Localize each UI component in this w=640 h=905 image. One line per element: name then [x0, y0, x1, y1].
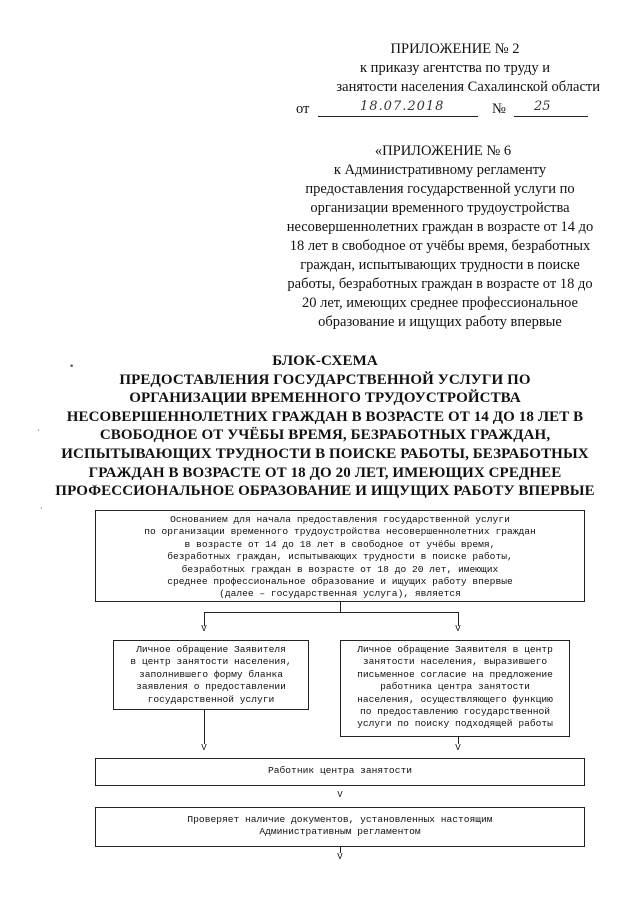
- flow-box-left-line: государственной услуги: [147, 693, 275, 705]
- flow-box-check-line: Административным регламентом: [259, 826, 421, 838]
- flow-box-basis-line: безработных граждан в возрасте от 18 до 20 лет, имеющих: [181, 563, 499, 575]
- order-number-label: №: [492, 101, 506, 117]
- flow-box-right-line: по предоставлению государственной: [360, 706, 550, 718]
- appendix-6-line: 20 лет, имеющих среднее профессиональное: [302, 295, 578, 311]
- appendix-6-title: «ПРИЛОЖЕНИЕ № 6: [374, 143, 512, 159]
- scan-speck: •: [69, 362, 75, 372]
- appendix-6-line: несовершеннолетних граждан в возрасте от 14 до: [286, 219, 594, 235]
- order-number-underline: [514, 101, 588, 117]
- title-line: ПРОФЕССИОНАЛЬНОЕ ОБРАЗОВАНИЕ И ИЩУЩИХ РАБОТУ ВПЕРВЫЕ: [55, 483, 595, 500]
- flow-box-check: [95, 807, 585, 847]
- title-line: БЛОК-СХЕМА: [272, 353, 378, 369]
- title-line: СВОБОДНОЕ ОТ УЧЁБЫ ВРЕМЯ, БЕЗРАБОТНЫХ ГРАЖДАН,: [99, 427, 551, 444]
- flow-box-right-line: работника центра занятости: [380, 681, 530, 693]
- flow-box-left-line: заполнившего форму бланка: [139, 668, 283, 680]
- title-line: ИСПЫТЫВАЮЩИХ ТРУДНОСТИ В ПОИСКЕ РАБОТЫ, БЕЗРАБОТНЫХ: [61, 445, 589, 462]
- flow-arrow: V: [337, 790, 343, 800]
- block-scheme-title: [30, 352, 620, 501]
- scan-speck: ·: [40, 504, 43, 514]
- flow-box-basis-line: по организации временного трудоустройства несовершеннолетних граждан: [144, 526, 536, 538]
- flow-arrow: V: [201, 624, 207, 634]
- order-date-value: 18.07.2018: [360, 99, 445, 114]
- title-line: ГРАЖДАН В ВОЗРАСТЕ ОТ 18 ДО 20 ЛЕТ, ИМЕЮЩИХ СРЕДНЕЕ: [88, 464, 562, 481]
- flow-box-basis-line: безработных граждан, испытывающих трудности в поиске работы,: [167, 551, 513, 563]
- appendix-6-line: образование и ищущих работу впервые: [318, 314, 562, 330]
- flow-arrow: V: [337, 852, 343, 862]
- title-line: ОРГАНИЗАЦИИ ВРЕМЕННОГО ТРУДОУСТРОЙСТВА: [129, 390, 521, 407]
- flow-box-left-line: Личное обращение Заявителя: [136, 644, 286, 655]
- appendix-6-block: [270, 142, 610, 332]
- title-line: ПРЕДОСТАВЛЕНИЯ ГОСУДАРСТВЕННОЙ УСЛУГИ ПО: [119, 371, 531, 388]
- appendix-2-line-2: занятости населения Сахалинской области: [336, 79, 600, 95]
- appendix-2-block: [300, 40, 600, 97]
- scan-speck: ·: [37, 426, 40, 436]
- appendix-6-line: организации временного трудоустройства: [310, 200, 570, 216]
- flow-arrow: V: [455, 743, 461, 753]
- flow-box-left-line: заявления о предоставлении: [136, 681, 286, 693]
- flow-box-left: [113, 640, 309, 710]
- order-from-label: от: [296, 101, 310, 117]
- appendix-2-title: ПРИЛОЖЕНИЕ № 2: [390, 41, 520, 57]
- flow-box-basis: [95, 510, 585, 602]
- flow-connector: [340, 602, 341, 612]
- flow-connector: [204, 710, 205, 744]
- flow-box-basis-line: среднее профессиональное образование и ищущих работу впервые: [167, 576, 513, 588]
- flow-box-basis-line: в возрасте от 14 до 18 лет в свободное от учёбы время,: [184, 538, 496, 550]
- flow-box-right-line: населения, осуществляющего функцию: [357, 693, 553, 705]
- appendix-6-line: 18 лет в свободное от учёбы время, безработных: [289, 238, 591, 254]
- flow-box-right-line: письменное согласие на предложение: [357, 668, 553, 680]
- flow-box-basis-line: (далее – государственная услуга), является: [219, 588, 461, 600]
- flow-box-worker: [95, 758, 585, 786]
- flow-box-right-line: Личное обращение Заявителя в центр: [357, 644, 553, 655]
- flow-box-right: [340, 640, 570, 737]
- flow-arrow: V: [201, 743, 207, 753]
- appendix-2-line-1: к приказу агентства по труду и: [360, 60, 550, 76]
- appendix-6-line: граждан, испытывающих трудности в поиске: [300, 257, 580, 273]
- flow-box-check-line: Проверяет наличие документов, установленных настоящим: [187, 814, 493, 825]
- flow-box-right-line: услуги по поиску подходящей работы: [357, 718, 553, 730]
- flow-box-worker-line: Работник центра занятости: [268, 765, 412, 776]
- flow-box-right-line: занятости населения, выразившего: [362, 656, 548, 668]
- flow-box-basis-line: Основанием для начала предоставления государственной услуги: [170, 514, 510, 525]
- order-number-value: 25: [534, 99, 551, 114]
- flow-connector: [204, 612, 458, 613]
- flow-arrow: V: [455, 624, 461, 634]
- title-line: НЕСОВЕРШЕННОЛЕТНИХ ГРАЖДАН В ВОЗРАСТЕ ОТ 14 ДО 18 ЛЕТ В: [66, 408, 584, 425]
- appendix-6-line: работы, безработных граждан в возрасте от 18 до: [287, 276, 593, 292]
- appendix-6-line: предоставления государственной услуги по: [305, 181, 575, 197]
- appendix-6-line: к Административному регламенту: [333, 162, 547, 178]
- flow-box-left-line: в центр занятости населения,: [130, 656, 292, 668]
